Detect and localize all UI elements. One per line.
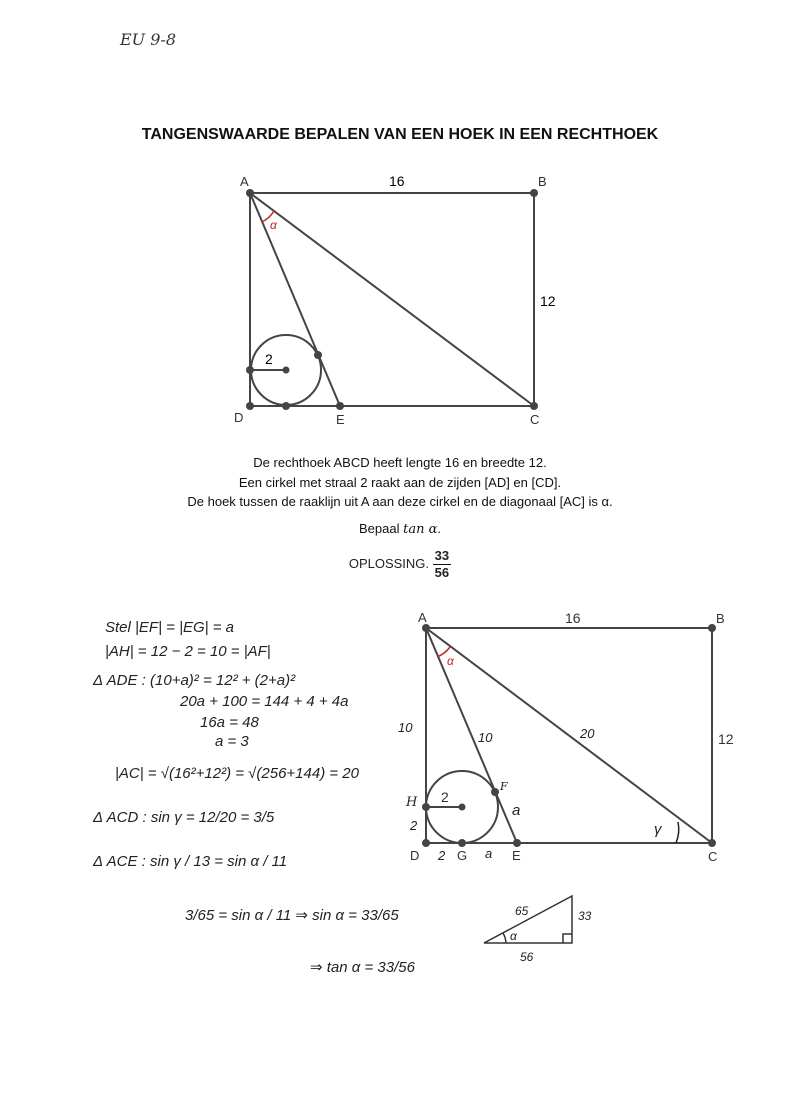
point-f <box>491 788 499 796</box>
tangent-line-ae-2 <box>426 628 517 843</box>
label2-h: H <box>406 795 418 810</box>
label2-top-16: 16 <box>565 610 581 626</box>
problem-line-1: De rechthoek ABCD heeft lengte 16 en breedte 12. <box>253 455 547 470</box>
page-title: TANGENSWAARDE BEPALEN VAN EEN HOEK IN EEN RECHTHOEK <box>141 126 659 143</box>
step-4: 20a + 100 = 144 + 4 + 4a <box>180 693 349 710</box>
step-10: 3/65 = sin α / 11 ⇒ sin α = 33/65 <box>185 907 399 924</box>
point-d-2 <box>422 839 430 847</box>
label-c: C <box>530 412 540 427</box>
step-2: |AH| = 12 − 2 = 10 = |AF| <box>105 643 271 660</box>
label2-ac-20: 20 <box>580 726 595 741</box>
label2-g: G <box>457 848 468 863</box>
label2-e: E <box>512 848 521 863</box>
answer-label: OPLOSSING. <box>348 555 430 571</box>
point-center-2 <box>459 804 466 811</box>
triangle-alpha: α <box>510 929 517 943</box>
label2-gamma: γ <box>654 821 662 838</box>
label2-f: F <box>500 780 508 793</box>
label-d: D <box>234 410 244 425</box>
step-9: Δ ACE : sin γ / 13 = sin α / 11 <box>93 853 288 870</box>
label2-c: C <box>708 849 718 864</box>
label-width-12: 12 <box>540 293 556 309</box>
label2-hd-2: 2 <box>410 818 418 833</box>
step-8: Δ ACD : sin γ = 12/20 = 3/5 <box>93 809 275 826</box>
problem-line-2: Een cirkel met straal 2 raakt aan de zijden [AD] en [CD]. <box>238 475 562 490</box>
question-prefix: Bepaal <box>359 521 404 536</box>
triangle-hyp-65: 65 <box>515 904 529 918</box>
triangle-alpha-arc <box>503 933 506 943</box>
label2-fe-a: a <box>512 802 521 819</box>
label-length-16: 16 <box>389 173 405 189</box>
step-6: a = 3 <box>215 733 249 750</box>
triangle-opp-33: 33 <box>578 909 592 923</box>
step-3: Δ ADE : (10+a)² = 12² + (2+a)² <box>93 672 296 689</box>
diagonal-ac-2 <box>426 628 712 843</box>
label2-d: D <box>410 848 420 863</box>
point-e-2 <box>513 839 521 847</box>
point-b-2 <box>708 624 716 632</box>
label2-dg-2: 2 <box>438 848 446 863</box>
label-e: E <box>336 412 345 427</box>
right-angle-mark <box>563 934 572 943</box>
point-g <box>458 839 466 847</box>
label-b: B <box>538 174 547 189</box>
step-7: |AC| = √(16²+12²) = √(256+144) = 20 <box>115 765 359 782</box>
angle-gamma-arc <box>676 822 679 843</box>
label-radius-2: 2 <box>265 351 273 367</box>
label2-right-12: 12 <box>718 731 734 747</box>
step-1: Stel |EF| = |EG| = a <box>105 619 234 636</box>
label2-ge-a: a <box>485 846 493 861</box>
answer-denominator: 56 <box>434 565 450 580</box>
label2-a: A <box>418 610 427 625</box>
step-11: ⇒ tan α = 33/56 <box>310 959 415 976</box>
question-suffix: . <box>437 521 441 536</box>
figure-rectangle-solution <box>426 628 712 843</box>
label2-radius-2: 2 <box>441 789 449 805</box>
triangle-adj-56: 56 <box>520 950 534 964</box>
label2-b: B <box>716 611 725 626</box>
label2-alpha: α <box>447 654 454 668</box>
label2-ah-10: 10 <box>398 720 413 735</box>
point-h <box>422 803 430 811</box>
label-alpha: α <box>270 218 277 232</box>
point-c-2 <box>708 839 716 847</box>
question-expression: tan α <box>403 522 438 537</box>
step-5: 16a = 48 <box>200 714 259 731</box>
label2-af-10: 10 <box>478 730 493 745</box>
point-a-2 <box>422 624 430 632</box>
problem-line-3: De hoek tussen de raaklijn uit A aan deze cirkel en de diagonaal [AC] is α. <box>187 494 613 509</box>
page-code-handwritten: EU 9-8 <box>120 30 177 49</box>
answer-numerator: 33 <box>434 548 450 563</box>
label-a: A <box>240 174 249 189</box>
